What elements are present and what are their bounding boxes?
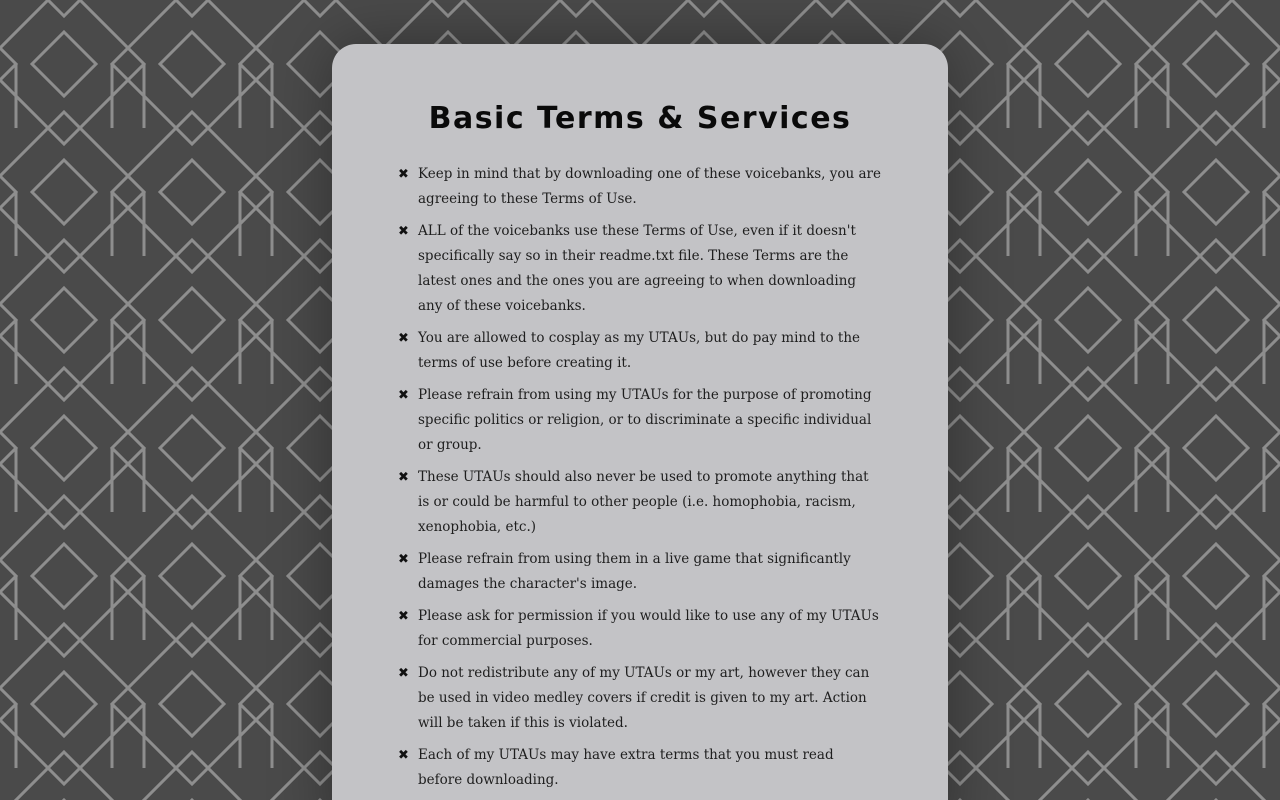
term-text: Please refrain from using my UTAUs for the purpose of promoting specific politics or religion, or to discriminate a specific individual or group.	[418, 387, 872, 453]
term-item	[398, 383, 882, 458]
cross-icon: ✖	[398, 748, 409, 763]
term-item	[398, 219, 882, 319]
cross-icon: ✖	[398, 609, 409, 624]
term-text: Please ask for permission if you would like to use any of my UTAUs for commercial purposes.	[418, 608, 879, 649]
cross-icon: ✖	[398, 552, 409, 567]
cross-icon: ✖	[398, 331, 409, 346]
term-text: Keep in mind that by downloading one of these voicebanks, you are agreeing to these Terms of Use.	[418, 166, 881, 207]
term-text: Do not redistribute any of my UTAUs or my art, however they can be used in video medley covers if credit is given to my art. Action will be taken if this is violated.	[418, 665, 870, 731]
term-item	[398, 326, 882, 376]
term-item	[398, 465, 882, 540]
page-title: Basic Terms & Services	[428, 101, 852, 136]
terms-list	[398, 162, 882, 793]
cross-icon: ✖	[398, 167, 409, 182]
term-text: ALL of the voicebanks use these Terms of Use, even if it doesn't specifically say so in their readme.txt file. These Terms are the latest ones and the ones you are agreeing to when downloading any of these voicebanks.	[418, 223, 857, 314]
term-item	[398, 162, 882, 212]
term-item	[398, 661, 882, 736]
term-text: Each of my UTAUs may have extra terms that you must read before downloading.	[418, 747, 834, 788]
cross-icon: ✖	[398, 666, 409, 681]
term-text: You are allowed to cosplay as my UTAUs, but do pay mind to the terms of use before creating it.	[418, 330, 860, 371]
term-item	[398, 743, 882, 793]
cross-icon: ✖	[398, 388, 409, 403]
cross-icon: ✖	[398, 470, 409, 485]
term-item	[398, 547, 882, 597]
term-text: Please refrain from using them in a live game that significantly damages the character's image.	[418, 551, 851, 592]
terms-card	[332, 44, 948, 800]
cross-icon: ✖	[398, 224, 409, 239]
term-text: These UTAUs should also never be used to promote anything that is or could be harmful to other people (i.e. homophobia, racism, xenophobia, etc.)	[418, 469, 869, 535]
term-item	[398, 604, 882, 654]
